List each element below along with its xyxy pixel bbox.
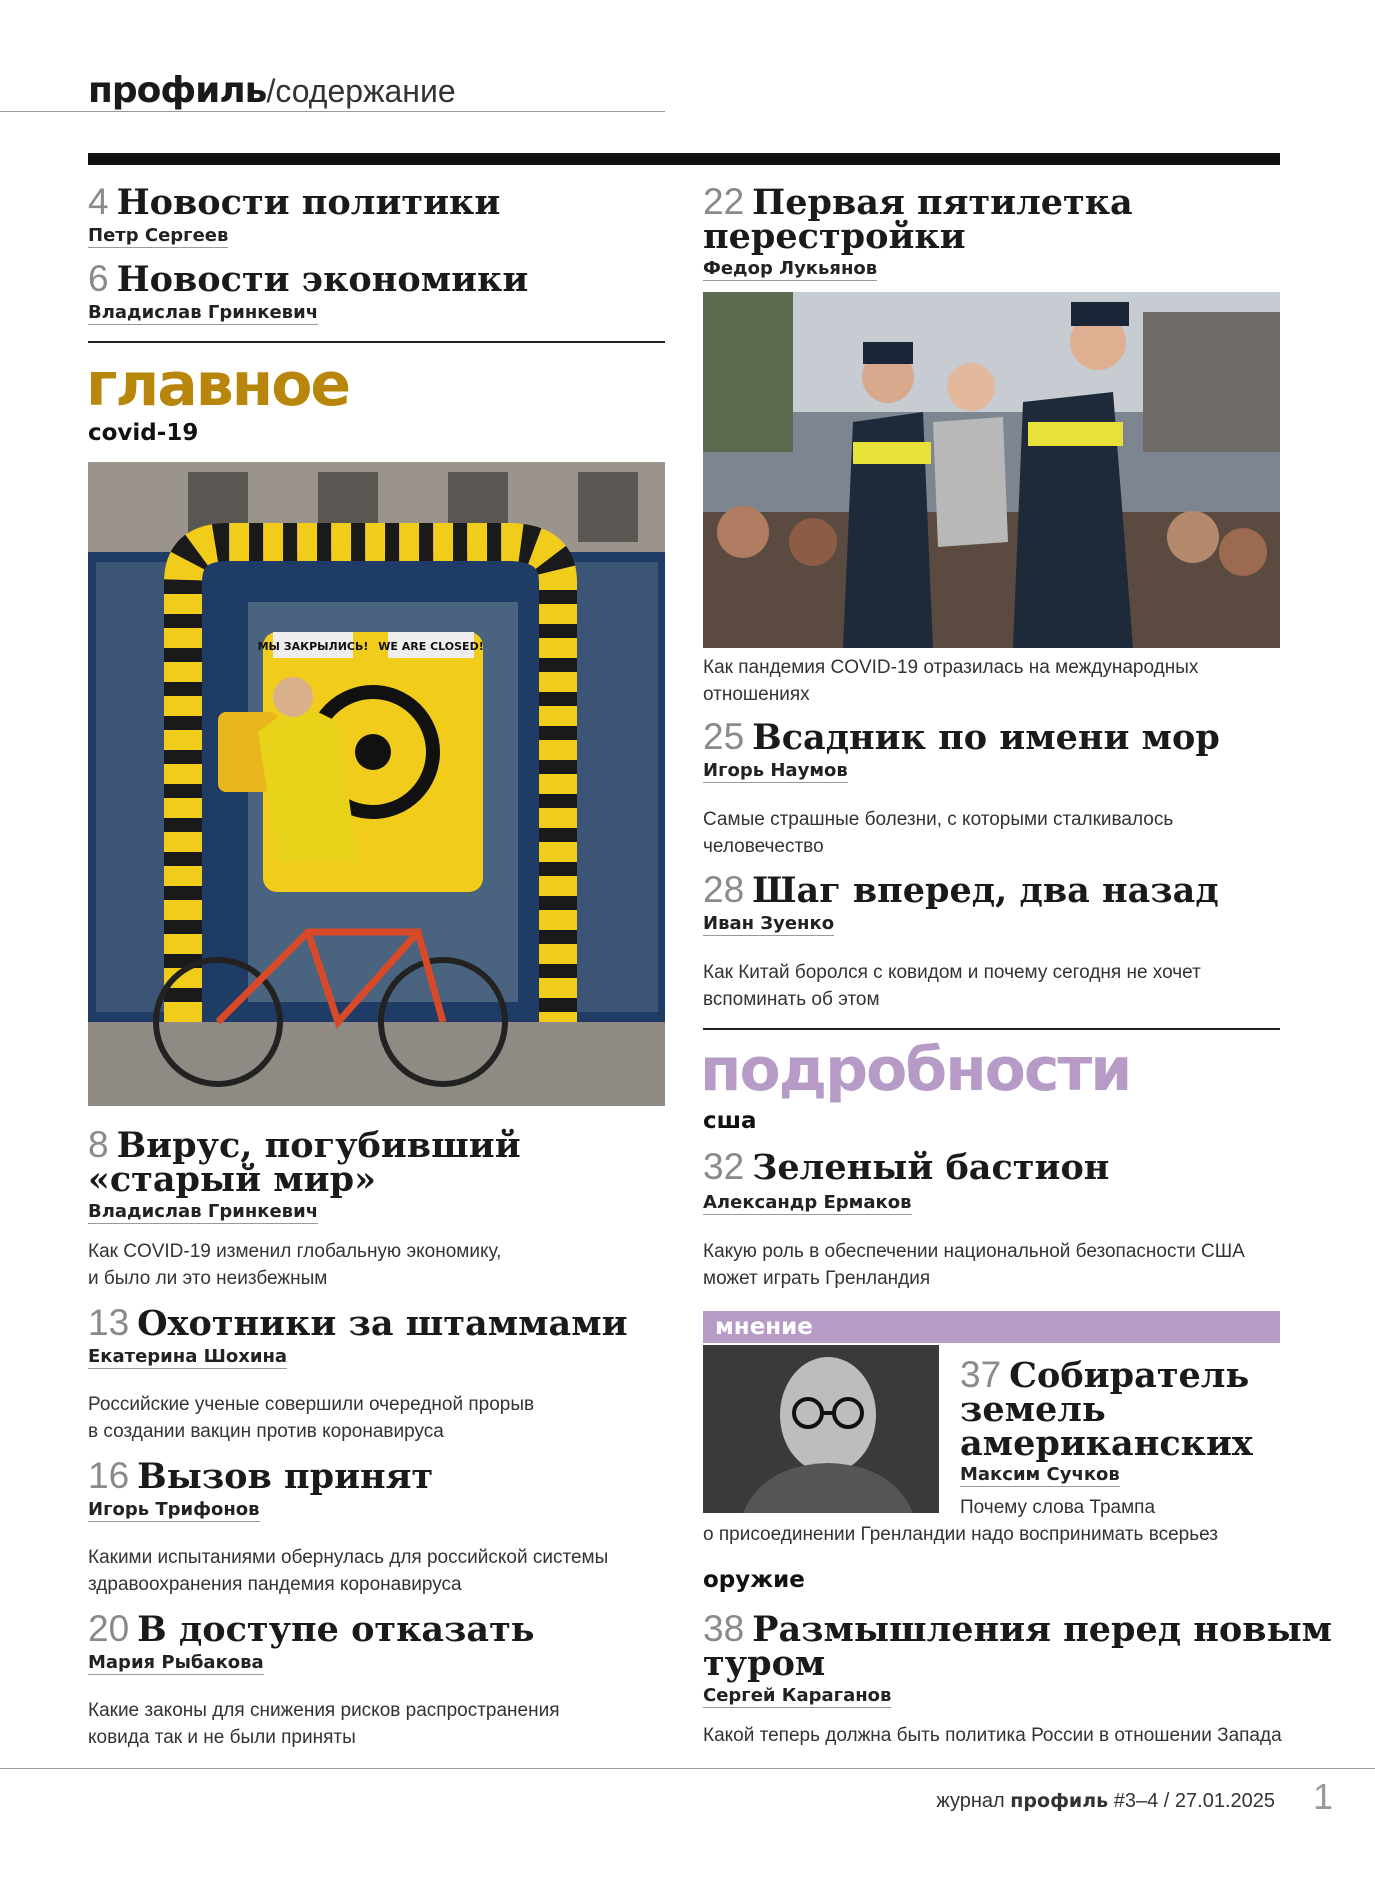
desc-38: Какой теперь должна быть политика России в отношении Запада — [703, 1725, 1282, 1746]
author-6: Владислав Гринкевич — [88, 302, 319, 323]
cover-photo-courier — [88, 462, 665, 1106]
author-20: Мария Рыбакова — [88, 1652, 264, 1673]
toc-item-32[interactable]: 32 Зеленый бастион — [703, 1146, 1110, 1188]
section-title-main: главное — [86, 350, 350, 420]
desc-13: Российские ученые совершили очередной прорыв в создании вакцин против коронавируса — [88, 1394, 535, 1442]
author-25: Игорь Наумов — [703, 760, 848, 781]
author-32: Александр Ермаков — [703, 1192, 912, 1213]
divider — [703, 1028, 1280, 1030]
toc-item-6[interactable]: 6 Новости экономики — [88, 258, 529, 300]
section-title-details: подробности — [700, 1035, 1131, 1105]
section-subtitle-usa: сша — [703, 1108, 757, 1134]
author-37: Максим Сучков — [960, 1464, 1120, 1485]
sign-closed-ru: МЫ ЗАКРЫЛИСЬ! — [257, 640, 369, 653]
author-8: Владислав Гринкевич — [88, 1201, 319, 1222]
toc-item-4[interactable]: 4 Новости политики — [88, 181, 501, 223]
magazine-logo: профиль — [88, 70, 267, 111]
page-number: 1 — [1312, 1776, 1333, 1817]
author-22: Федор Лукьянов — [703, 258, 878, 279]
toc-item-22[interactable]: 22 Первая пятилетка перестройки — [703, 181, 1133, 257]
toc-item-8[interactable]: 8 Вирус, погубивший «старый мир» — [88, 1124, 521, 1200]
section-subtitle: covid-19 — [88, 420, 199, 446]
page-header — [88, 70, 456, 111]
desc-20: Какие законы для снижения рисков распространения ковида так и не были приняты — [88, 1700, 560, 1748]
author-16: Игорь Трифонов — [88, 1499, 260, 1520]
toc-item-25[interactable]: 25 Всадник по имени мор — [703, 716, 1220, 758]
author-portrait — [703, 1345, 939, 1513]
toc-item-37[interactable]: 37 Собиратель земель американских — [960, 1354, 1253, 1464]
top-bar-rule — [88, 153, 1280, 165]
toc-item-16[interactable]: 16 Вызов принят — [88, 1455, 434, 1497]
author-13: Екатерина Шохина — [88, 1346, 288, 1367]
divider — [88, 341, 665, 343]
section-subtitle-weapons: оружие — [703, 1567, 805, 1593]
desc-16: Какими испытаниями обернулась для российской системы здравоохранения пандемия коронавируса — [88, 1547, 609, 1595]
toc-item-20[interactable]: 20 В доступе отказать — [88, 1608, 535, 1650]
footer-rule — [0, 1768, 1375, 1769]
desc-32: Какую роль в обеспечении национальной безопасности США может играть Гренландия — [703, 1241, 1245, 1289]
author-28: Иван Зуенко — [703, 913, 835, 934]
sign-closed-en: WE ARE CLOSED! — [378, 640, 484, 653]
author-4: Петр Сергеев — [88, 225, 229, 246]
desc-22: Как пандемия COVID-19 отразилась на международных отношениях — [703, 657, 1199, 705]
toc-item-28[interactable]: 28 Шаг вперед, два назад — [703, 869, 1219, 911]
footer-issue: журнал профиль #3–4 / 27.01.2025 — [936, 1790, 1275, 1812]
desc-25: Самые страшные болезни, с которыми сталкивалось человечество — [703, 809, 1174, 857]
desc-28: Как Китай боролся с ковидом и почему сегодня не хочет вспоминать об этом — [703, 962, 1201, 1010]
opinion-label: мнение — [703, 1311, 1280, 1343]
header-rule — [0, 111, 665, 112]
desc-37-l1: Почему слова Трампа — [960, 1497, 1156, 1518]
toc-item-13[interactable]: 13 Охотники за штаммами — [88, 1302, 628, 1344]
desc-37-l2: о присоединении Гренландии надо воспринимать всерьез — [703, 1524, 1218, 1545]
author-38: Сергей Караганов — [703, 1685, 892, 1706]
toc-item-38[interactable]: 38 Размышления перед новым туром — [703, 1608, 1333, 1684]
section-label: /содержание — [266, 73, 456, 109]
photo-police-protest — [703, 292, 1280, 648]
desc-8: Как COVID-19 изменил глобальную экономику, и было ли это неизбежным — [88, 1241, 502, 1289]
